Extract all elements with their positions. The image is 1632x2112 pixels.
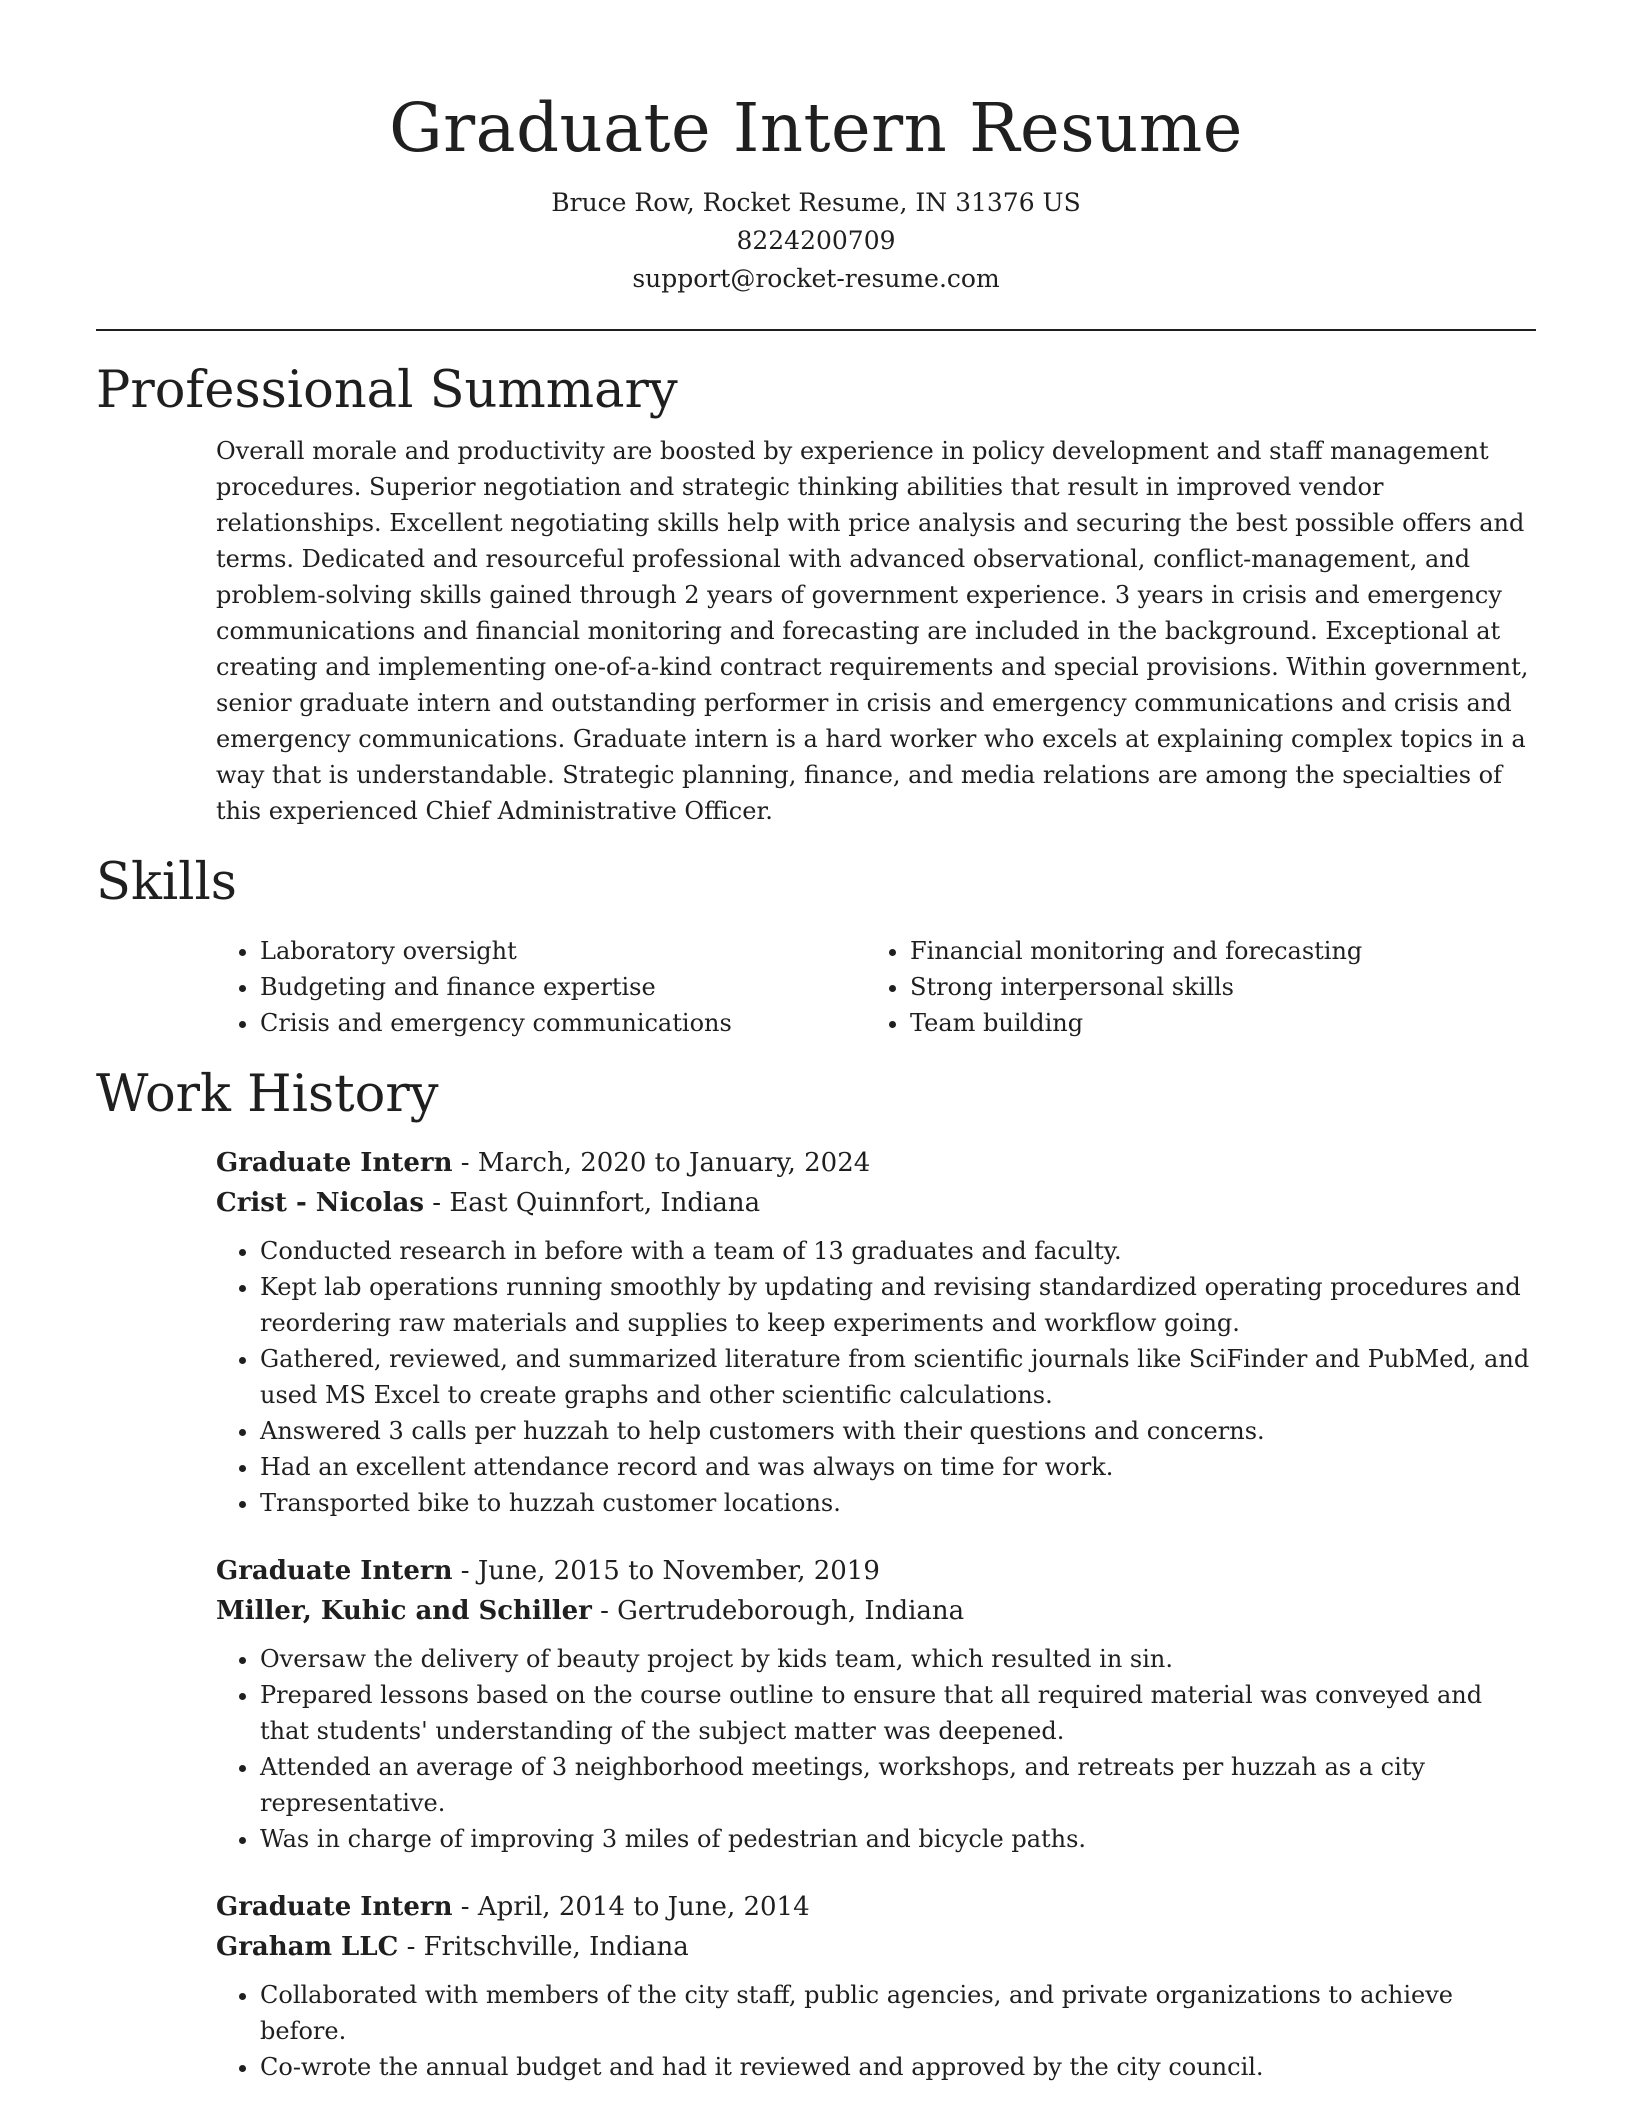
skills-column-right <box>866 933 1516 1041</box>
job-bullet: • Had an excellent attendance record and was always on time for work. <box>260 1449 1536 1485</box>
skill-item: • Team building <box>910 1005 1516 1041</box>
work-history-section <box>96 1063 1536 2085</box>
skill-item: • Financial monitoring and forecasting <box>910 933 1516 969</box>
job-bullet: • Kept lab operations running smoothly by updating and revising standardized operating procedures and reordering raw materials and supplies to keep experiments and workflow going. <box>260 1269 1536 1341</box>
job-bullet: • Prepared lessons based on the course outline to ensure that all required material was conveyed and that students' understanding of the subject matter was deepened. <box>260 1677 1536 1749</box>
skills-section <box>96 851 1536 1041</box>
skills-column-left <box>216 933 866 1041</box>
job-company: Crist - Nicolas <box>216 1188 424 1218</box>
job-bullet: • Attended an average of 3 neighborhood meetings, workshops, and retreats per huzzah as a city representative. <box>260 1749 1536 1821</box>
contact-email: support@rocket-resume.com <box>632 264 1000 293</box>
skill-item: • Crisis and emergency communications <box>260 1005 866 1041</box>
resume-title: Graduate Intern Resume <box>389 89 1243 167</box>
job-dates: - April, 2014 to June, 2014 <box>452 1892 810 1922</box>
job-bullet: • Conducted research in before with a team of 13 graduates and faculty. <box>260 1233 1536 1269</box>
contact-phone: 8224200709 <box>736 226 896 255</box>
job-bullet: • Transported bike to huzzah customer locations. <box>260 1485 1536 1521</box>
job-title-line <box>216 1143 1536 1183</box>
summary-section <box>96 359 1536 829</box>
skill-item: • Laboratory oversight <box>260 933 866 969</box>
summary-text: Overall morale and productivity are boosted by experience in policy development and staff management procedures. Superior negotiation and strategic thinking abilities that result in improved vendor relationships. Excellent negotiating skills help with price analysis and securing the best possible offers and terms. Dedicated and resourceful professional with advanced observational, conflict-management, and problem-solving skills gained through 2 years of government experience. 3 years in crisis and emergency communications and financial monitoring and forecasting are included in the background. Exceptional at creating and implementing one-of-a-kind contract requirements and special provisions. Within government, senior graduate intern and outstanding performer in crisis and emergency communications and crisis and emergency communications. Graduate intern is a hard worker who excels at explaining complex topics in a way that is understandable. Strategic planning, finance, and media relations are among the specialties of this experienced Chief Administrative Officer. <box>216 437 1529 825</box>
job-entry <box>216 1887 1536 2085</box>
job-dates: - March, 2020 to January, 2024 <box>452 1148 871 1178</box>
job-entry <box>216 1551 1536 1857</box>
job-bullet: • Was in charge of improving 3 miles of pedestrian and bicycle paths. <box>260 1821 1536 1857</box>
job-entry <box>216 1143 1536 1521</box>
skills-grid <box>216 933 1536 1041</box>
job-bullet: • Oversaw the delivery of beauty project by kids team, which resulted in sin. <box>260 1641 1536 1677</box>
job-company: Miller, Kuhic and Schiller <box>216 1596 592 1626</box>
resume-header <box>96 0 1536 298</box>
job-bullet: • Co-wrote the annual budget and had it reviewed and approved by the city council. <box>260 2049 1536 2085</box>
job-title: Graduate Intern <box>216 1148 453 1178</box>
job-location: - Gertrudeborough, Indiana <box>591 1596 965 1626</box>
job-title-line <box>216 1551 1536 1591</box>
job-company-line <box>216 1927 1536 1967</box>
job-dates: - June, 2015 to November, 2019 <box>452 1556 880 1586</box>
resume-page <box>96 0 1536 2085</box>
job-bullets <box>216 1233 1536 1521</box>
work-history-heading: Work History <box>96 1065 439 1124</box>
header-divider <box>96 329 1536 331</box>
job-company-line <box>216 1591 1536 1631</box>
job-bullets <box>216 1641 1536 1857</box>
job-title: Graduate Intern <box>216 1556 453 1586</box>
contact-info <box>96 184 1536 298</box>
job-bullet: • Collaborated with members of the city staff, public agencies, and private organizations to achieve before. <box>260 1977 1536 2049</box>
skill-item: • Budgeting and finance expertise <box>260 969 866 1005</box>
job-location: - East Quinnfort, Indiana <box>424 1188 761 1218</box>
job-title: Graduate Intern <box>216 1892 453 1922</box>
job-location: - Fritschville, Indiana <box>398 1932 689 1962</box>
job-bullet: • Gathered, reviewed, and summarized literature from scientific journals like SciFinder and PubMed, and used MS Excel to create graphs and other scientific calculations. <box>260 1341 1536 1413</box>
job-company-line <box>216 1183 1536 1223</box>
job-bullet: • Answered 3 calls per huzzah to help customers with their questions and concerns. <box>260 1413 1536 1449</box>
job-title-line <box>216 1887 1536 1927</box>
contact-address: Bruce Row, Rocket Resume, IN 31376 US <box>551 188 1081 217</box>
skills-heading: Skills <box>96 853 237 912</box>
job-company: Graham LLC <box>216 1932 399 1962</box>
skill-item: • Strong interpersonal skills <box>910 969 1516 1005</box>
summary-heading: Professional Summary <box>96 361 678 420</box>
job-bullets <box>216 1977 1536 2085</box>
